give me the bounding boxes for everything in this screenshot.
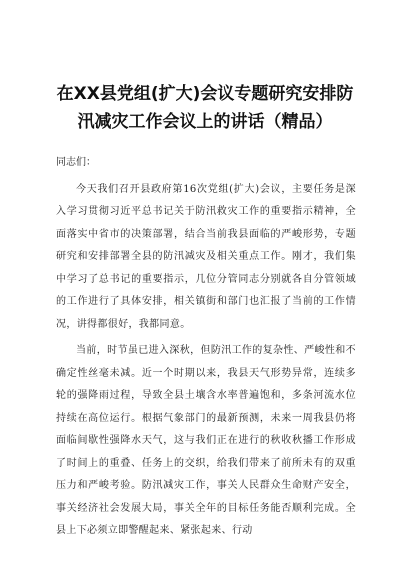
paragraph-1: 今天我们召开县政府第16次党组(扩大)会议，主要任务是深入学习贯彻习近平总书记关于防汛救灾工作的重要指示精神，全面落实中省市的决策部署，结合当前我县面临的严峻形势，专题研究和安排部署全县的防汛减灾及相关重点工作。刚才，我们集中学习了总书记的重要指示，几位分管同志分别就各自分管领域的工作进行了具体安排，相关镇街和部门也汇报了当前的工作情况，讲得都很好，我都同意。 <box>56 183 356 330</box>
salutation: 同志们： <box>56 157 96 168</box>
paragraph-2: 当前，时节虽已进入深秋，但防汛工作的复杂性、严峻性和不确定性丝毫未减。近一个时期以来，我县天气形势异常，连续多轮的强降雨过程，导致全县土壤含水率普遍饱和，多条河流水位持续在高位运行。根据气象部门的最新预测，未来一周我县仍将面临间歇性强降水天气，这与我们正在进行的秋收秋播工作形成了时间上的重叠、任务上的交织，给我们带来了前所未有的双重压力和严峻考验。防汛减灾工作，事关人民群众生命财产安全，事关经济社会发展大局，事关全年的目标任务能否顺利完成。全县上下必须立即警醒起来、紧张起来、行动 <box>56 345 356 536</box>
title-line-2: 汛减灾工作会议上的讲话（精品） <box>77 112 333 132</box>
document-body <box>56 152 356 547</box>
document-title <box>40 80 370 136</box>
title-line-1: 在XX县党组(扩大)会议专题研究安排防 <box>56 84 354 104</box>
